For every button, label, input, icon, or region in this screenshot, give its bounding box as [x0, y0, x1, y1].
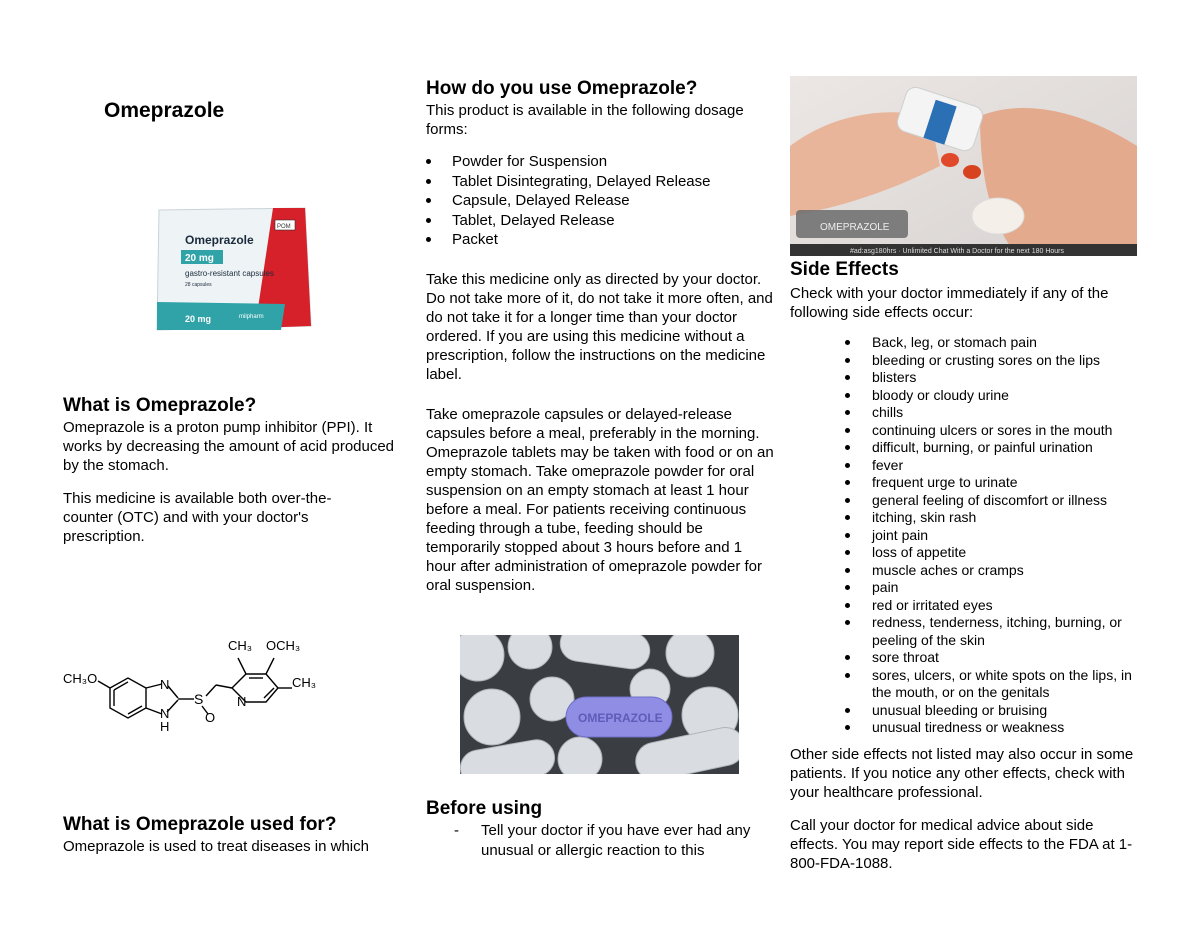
dosage-form-item: Powder for Suspension [426, 152, 774, 172]
structure-och3-top: OCH₃ [266, 638, 301, 653]
side-effect-item: continuing ulcers or sores in the mouth [845, 422, 1140, 440]
structure-n2: N [237, 694, 247, 709]
before-using-heading: Before using [426, 798, 543, 819]
structure-nh-h: H [160, 719, 170, 734]
side-effects-intro: Check with your doctor immediately if any of the following side effects occur: [790, 285, 1109, 321]
what-is-paragraph-2: This medicine is available both over-the-counter (OTC) and with your doctor's prescription. [63, 490, 332, 545]
structure-o: O [205, 710, 216, 725]
dosage-form-item: Tablet Disintegrating, Delayed Release [426, 172, 774, 192]
side-effect-item: unusual bleeding or bruising [845, 702, 1140, 720]
chemical-structure-diagram [60, 630, 330, 740]
what-is-paragraph-1: Omeprazole is a proton pump inhibitor (PPI). It works by decreasing the amount of acid produced by the stomach. [63, 419, 395, 474]
box-maker: milpharm [239, 314, 264, 320]
other-effects-paragraph: Other side effects not listed may also occur in some patients. If you notice any other effects, check with your healthcare professional. [790, 746, 1134, 801]
side-effect-item: general feeling of discomfort or illness [845, 492, 1140, 510]
side-effect-item: sores, ulcers, or white spots on the lips, in the mouth, or on the genitals [845, 667, 1140, 702]
side-effect-item: unusual tiredness or weakness [845, 719, 1140, 737]
how-to-use-heading: How do you use Omeprazole? [426, 78, 698, 99]
call-doctor-paragraph: Call your doctor for medical advice about side effects. You may report side effects to the FDA at 1-800-FDA-1088. [790, 817, 1133, 872]
box-brand: Omeprazole [185, 233, 254, 247]
box-dose: 20 mg [185, 253, 214, 264]
photo-label: OMEPRAZOLE [820, 222, 890, 233]
side-effect-item: loss of appetite [845, 544, 1140, 562]
before-using-list [426, 821, 774, 860]
box-desc: gastro-resistant capsules [185, 269, 274, 278]
structure-n1: N [160, 677, 170, 692]
photo-caption: #ad:asg180hrs · Unlimited Chat With a Doctor for the next 180 Hours [850, 248, 1064, 255]
side-effect-item: bloody or cloudy urine [845, 387, 1140, 405]
side-effects-list [845, 334, 1140, 737]
side-effects-heading: Side Effects [790, 259, 899, 280]
used-for-paragraph: Omeprazole is used to treat diseases in which [63, 838, 369, 855]
dosage-forms-list [426, 152, 774, 250]
side-effect-item: fever [845, 457, 1140, 475]
omeprazole-box-image [155, 206, 313, 332]
structure-ch3-right: CH₃ [292, 675, 317, 690]
box-dose-bottom: 20 mg [185, 314, 212, 324]
dosage-form-item: Packet [426, 230, 774, 250]
side-effect-item: Back, leg, or stomach pain [845, 334, 1140, 352]
side-effect-item: difficult, burning, or painful urination [845, 439, 1140, 457]
side-effect-item: muscle aches or cramps [845, 562, 1140, 580]
side-effect-item: pain [845, 579, 1140, 597]
what-is-heading: What is Omeprazole? [63, 395, 257, 416]
box-pom-badge: POM [277, 224, 291, 230]
dosage-form-item: Capsule, Delayed Release [426, 191, 774, 211]
before-using-item: - Tell your doctor if you have ever had any unusual or allergic reaction to this [426, 821, 774, 860]
structure-s: S [194, 691, 204, 707]
side-effect-item: joint pain [845, 527, 1140, 545]
side-effect-item: red or irritated eyes [845, 597, 1140, 615]
page-title: Omeprazole [104, 99, 225, 122]
dosage-form-item: Tablet, Delayed Release [426, 211, 774, 231]
structure-nh-n: N [160, 706, 170, 721]
timing-paragraph: Take omeprazole capsules or delayed-release capsules before a meal, preferably in the morning. Omeprazole tablets may be taken with food or on an empty stomach. Take omeprazole powder for oral suspension on an empty stomach at least 1 hour before a meal. For patients receiving continuous feeding through a tube, feeding should be temporarily stopped about 3 hours before and 1 hour after administration of omeprazole powder for oral suspension. [426, 406, 774, 594]
side-effect-item: frequent urge to urinate [845, 474, 1140, 492]
pill-label: OMEPRAZOLE [578, 711, 663, 725]
side-effect-item: redness, tenderness, itching, burning, or peeling of the skin [845, 614, 1140, 649]
side-effect-item: sore throat [845, 649, 1140, 667]
side-effect-item: chills [845, 404, 1140, 422]
how-to-use-intro: This product is available in the following dosage forms: [426, 102, 744, 138]
box-count: 28 capsules [185, 282, 212, 288]
pills-photo [460, 635, 739, 774]
directions-paragraph: Take this medicine only as directed by your doctor. Do not take more of it, do not take it more often, and do not take it for a longer time than your doctor ordered. If you are using this medicine without a prescription, follow the instructions on the medicine label. [426, 271, 773, 383]
side-effect-item: blisters [845, 369, 1140, 387]
structure-ch3-top: CH₃ [228, 638, 253, 653]
pill-bottle-hands-photo [790, 76, 1137, 256]
side-effect-item: itching, skin rash [845, 509, 1140, 527]
side-effect-item: bleeding or crusting sores on the lips [845, 352, 1140, 370]
used-for-heading: What is Omeprazole used for? [63, 814, 337, 835]
structure-ch3o-left: CH₃O [63, 671, 98, 686]
